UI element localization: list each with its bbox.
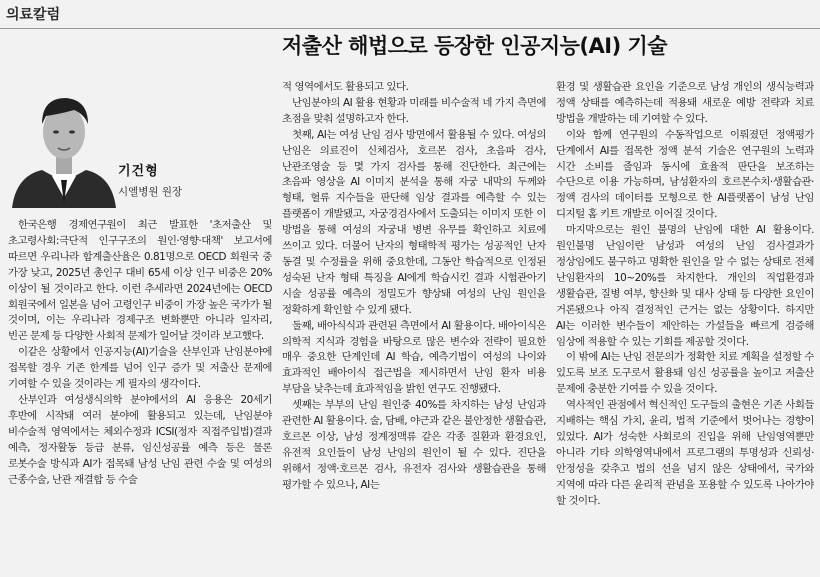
paragraph: 이와 함께 연구원의 수동작업으로 이뤄졌던 정액평가 단계에서 AI를 접목한 정액 분석 기술은 연구원의 노력과 시간 소비를 줄임과 동시에 효율적 판단을 보조하는 수단으로 이용 가능하며, 남성환자의 호르몬수치·생활습관·정액 검사의 데이터를 모형으로 한 AI플랫폼이 남성 난임 디지털 홈 키트 개발로 이어질 것이다. [556,128,814,221]
section-label: 의료칼럼 [6,7,61,23]
paragraph: 난임분야의 AI 활용 현황과 미래를 비수술적 네 가지 측면에 초점을 맞춰 설명하고자 한다. [282,96,546,125]
paragraph: 역사적인 관점에서 혁신적인 도구들의 출현은 기존 사회들 지배하는 핵심 가치, 윤리, 법적 기준에서 벗어나는 경향이 있었다. AI가 성숙한 사회로의 진입을 위해 난임영역뿐만 아니라 기타 의학영역내에서 프로그램의 투명성과 신뢰성·안정성을 갖추고 법의 선을 넘지 않은 상태에서, 국가와 지역에 따라 다른 윤리적 관념을 포용할 수 있도록 나아가야 할 것이다. [556,399,814,507]
article-column-3 [556,80,814,576]
paragraph: 이같은 상황에서 인공지능(AI)기술을 산부인과 난임분야에 접목할 경우 기존 한계를 넘어 인구 증가 및 저출산 문제에 기여할 수 있을 것이라는 게 필자의 생각이다. [8,346,272,391]
paragraph: 산부인과 여성생식의학 분야에서의 AI 응용은 20세기 후반에 시작돼 여러 분야에 활용되고 있는데, 난임분야 비수술적 영역에서는 체외수정과 ICSI(정자 직접주입법)결과 예측, 정자활동 등급 분류, 임신성공률 예측 등은 물론 로봇수술 방식과 AI가 접목돼 남성 난임 관련 수술 및 여성의 근종수술, 난관 재결합 등 수술 [8,393,272,486]
article-headline: 저출산 해법으로 등장한 인공지능(AI) 기술 [282,34,668,58]
author-title: 시엘병원 원장 [118,186,183,198]
section-divider [0,28,820,29]
paragraph: 둘째, 배아식식과 관련된 측면에서 AI 활용이다. 배아이식은 의학적 지식과 경험을 바탕으로 많은 변수와 전략이 필요한 매우 중요한 단계인데 AI 학습, 예측기법이 여성의 나이와 효과적인 배아이식 접근법을 제시하면서 난임 환자 비용 부담을 낮추는데 효과적임을 밝힌 연구도 진행됐다. [282,319,546,396]
paragraph: 한국은행 경제연구원이 최근 발표한 '초저출산 및 초고령사회:극단적 인구구조의 원인·영향·대책' 보고서에 따르면 우리나라 합계출산율은 0.81명으로 OECD 회원국 중 가장 낮고, 2025년 총인구 대비 65세 이상 인구 비중은 20% 이상이 될 것이라고 한다. 이런 추세라면 2024년에는 OECD 회원국에서 일본을 넘어 고령인구 비중이 가장 높은 국가가 될 것이며, 이는 우리나라 경제구조 변화뿐만 아니라 일자리, 빈곤 문제 등 다양한 사회적 문제가 일어날 것이라 보고했다. [8,219,272,343]
paragraph: 첫째, AI는 여성 난임 검사 방면에서 활용될 수 있다. 여성의 난임은 의료진이 신체검사, 호르몬 검사, 초음파 검사, 난관조영술 등 몇 가지 검사를 통해 진단한다. 최근에는 초음파 영상을 AI 이미지 분석을 통해 자궁 내막의 두께와 형태, 혈류 지수들을 판단해 임상 결과를 예측할 수 있는 플랫폼이 개발됐고, 자궁경검사에서 도출되는 이미지 또한 이 방법을 통해 여성의 자궁내 병변 유무를 확인하고 치료에 쓰이고 있다. 더불어 난자의 형태학적 평가는 성공적인 난자 동결 및 수정률을 위해 중요한데, 그동안 학습적으로 인정된 성숙된 난자 형태 특징을 AI에게 학습시킨 결과 시험관아기 시술 성공률 예측의 정밀도가 향상돼 여성의 난임 원인을 정확하게 확인할 수 있게 됐다. [282,128,546,316]
paragraph-continuation: 환경 및 생활습관 요인을 기준으로 남성 개인의 생식능력과 정액 상태를 예측하는데 적용돼 새로운 예방 전략과 치료 방법을 개발하는 데 기여할 수 있다. [556,81,814,125]
paragraph: 셋째는 부부의 난임 원인중 40%를 차지하는 남성 난임과 관련한 AI 활용이다. 술, 담배, 야근과 같은 불안정한 생활습관, 호르몬 이상, 남성 정계정맥류 같은 각종 질환과 환경요인, 유전적 요인들이 남성 난임의 원인이 될 수 있다. 진단을 위해서 정액·호르몬 검사, 유전자 검사와 생활습관을 통해 평가할 수 있으나, AI는 [282,399,546,491]
article-column-2 [282,80,546,576]
paragraph: 이 밖에 AI는 난임 전문의가 정확한 치료 계획을 설정할 수 있도록 보조 도구로서 활용돼 임신 성공률을 높이고 저출산 문제에 충분한 기여를 수 있을 것이다. [556,351,814,396]
paragraph-continuation: 적 영역에서도 활용되고 있다. [282,81,409,93]
article-column-1 [8,218,272,576]
paragraph: 마지막으로는 원인 불명의 난임에 대한 AI 활용이다. 원인불명 난임이란 남성과 여성의 난임 검사결과가 정상임에도 불구하고 명확한 원인을 알 수 없는 상태로 전체 난임환자의 10~20%를 차지한다. 개인의 직업환경과 생활습관, 질병 여부, 향산화 및 대사 상태 등 다양한 요인이 거론됐으나 아직 결정적인 근거는 없는 상황이다. 하지만 AI는 이러한 변수들이 제안하는 가설들을 빠르게 검증해 임상에 적용할 수 있는 기회를 제공할 것이다. [556,224,814,348]
author-photo [8,80,120,208]
author-name: 기건형 [118,164,159,179]
author-info [118,160,268,199]
